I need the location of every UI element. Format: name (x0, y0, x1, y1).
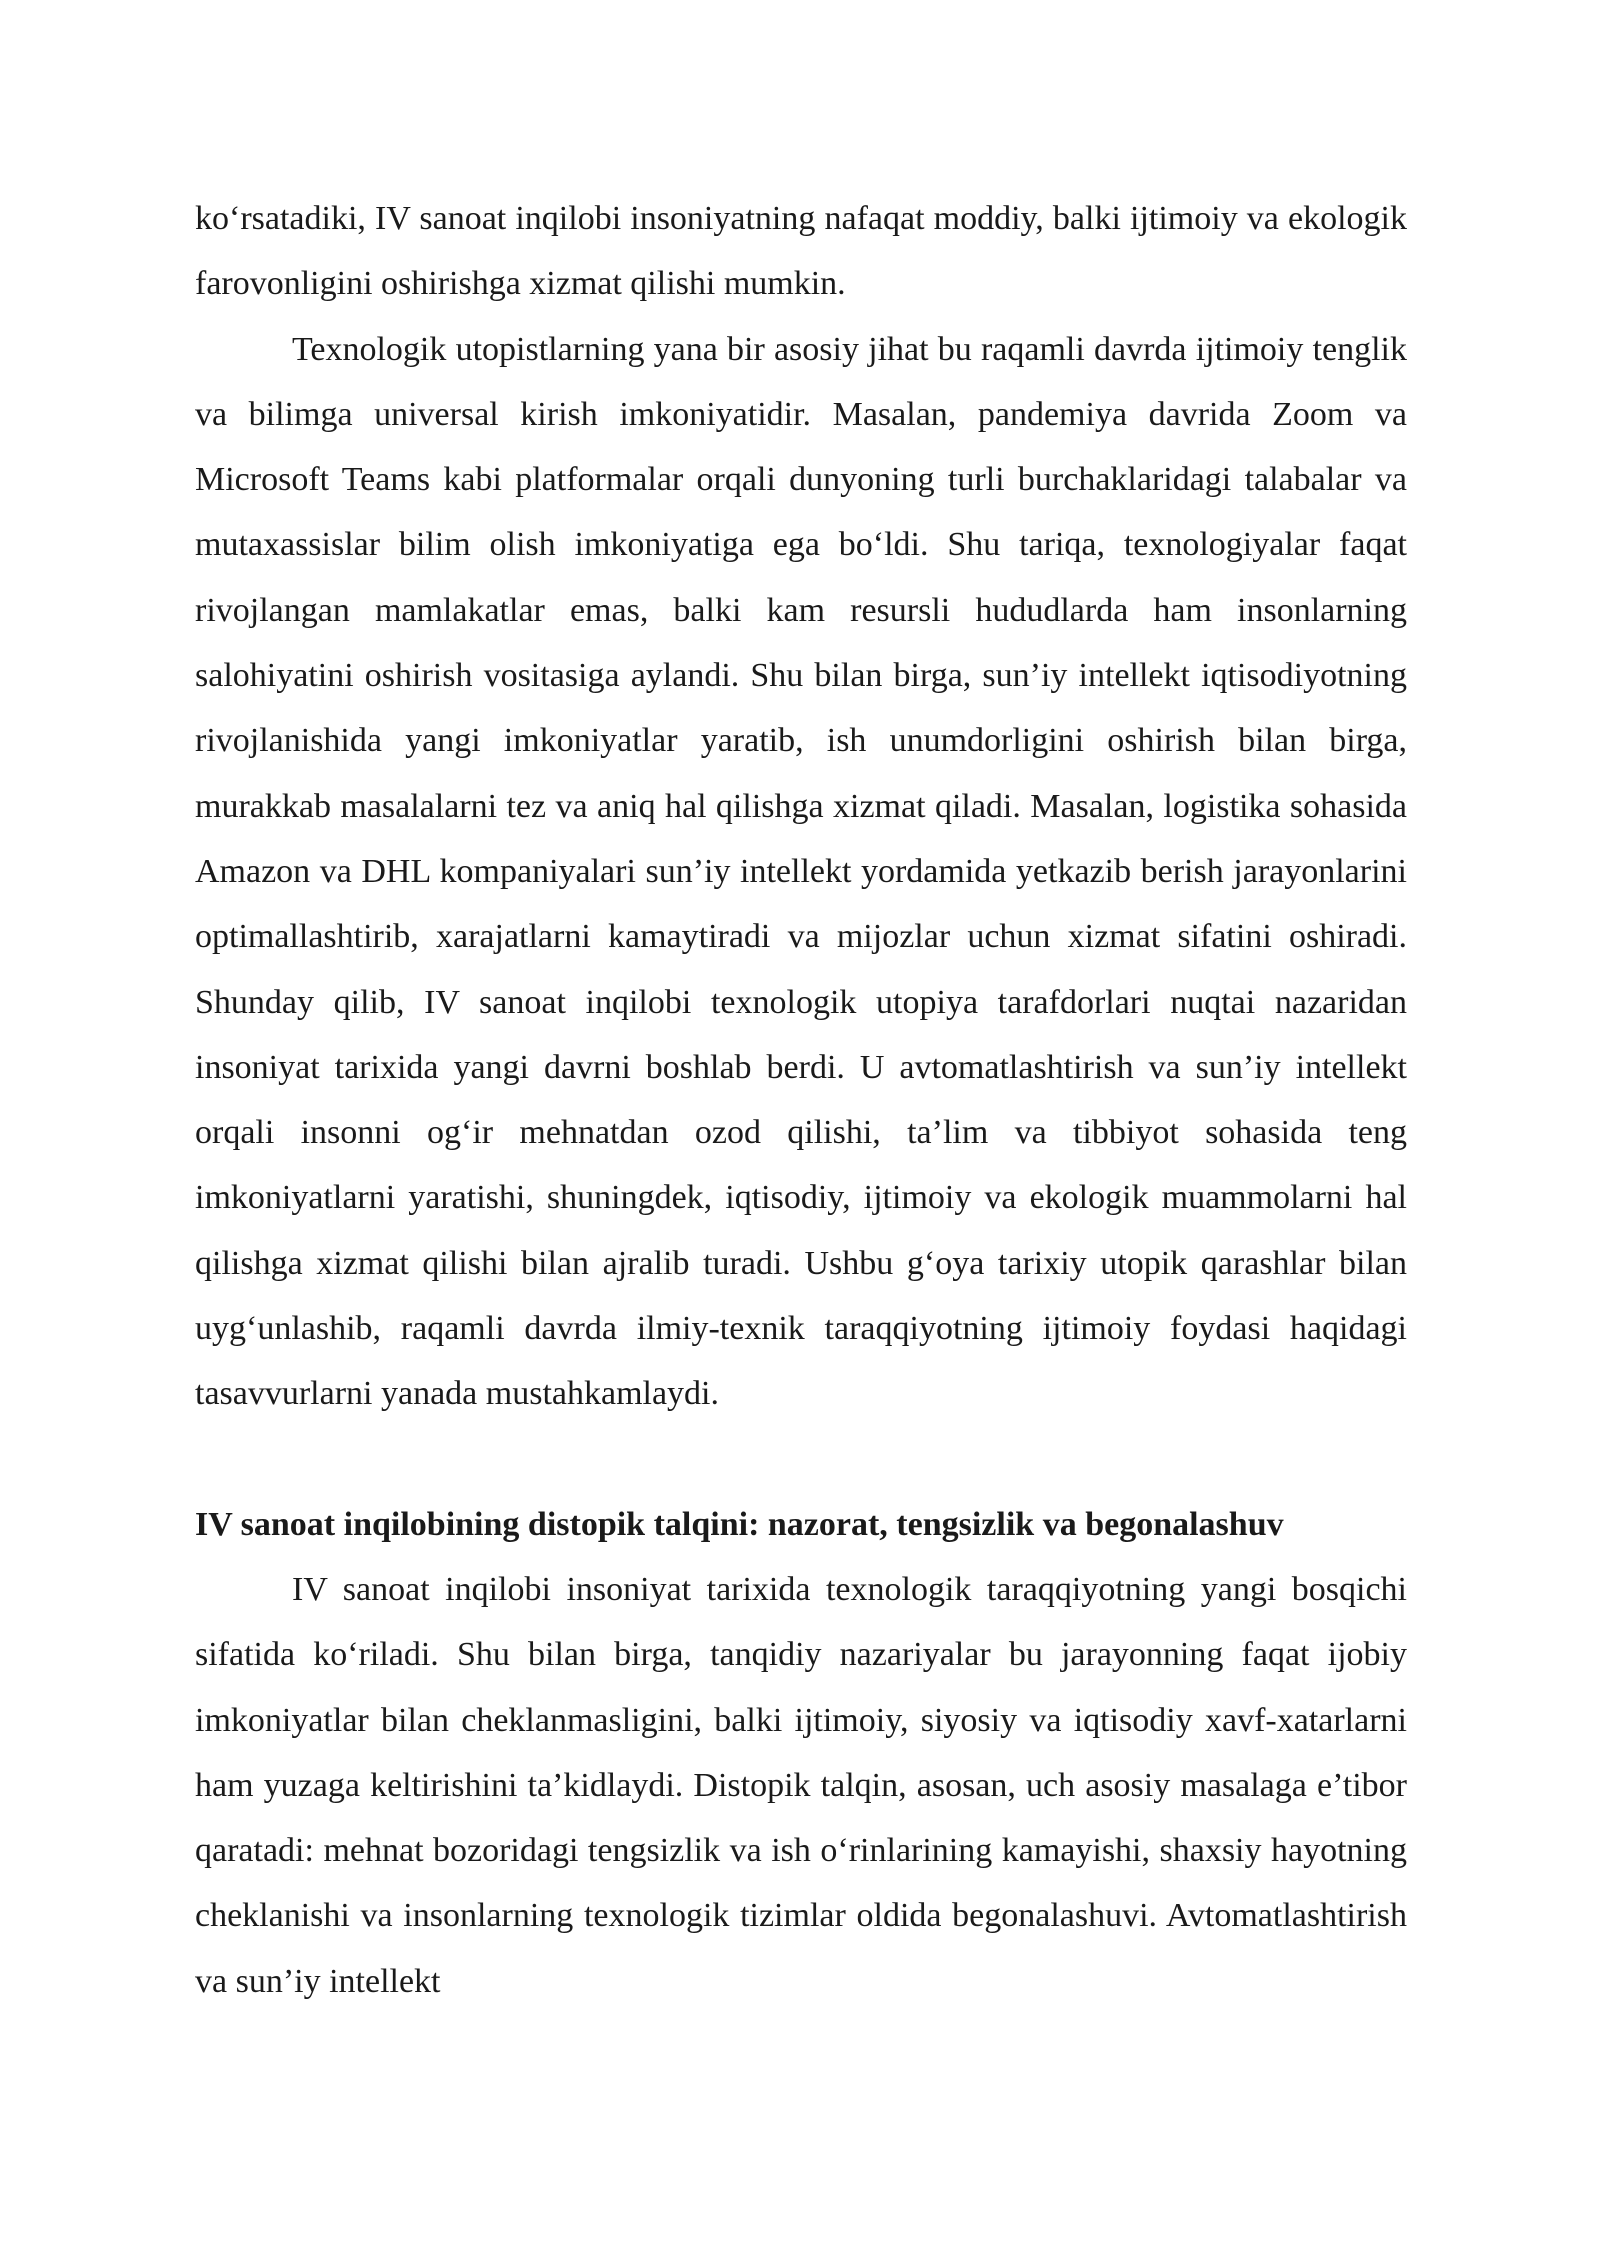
paragraph-continuation: ko‘rsatadiki, IV sanoat inqilobi insoniyatning nafaqat moddiy, balki ijtimoiy va ekologik farovonligini oshirishga xizmat qilishi mumkin. (195, 200, 1407, 303)
document-body (195, 186, 1407, 2014)
section-heading: IV sanoat inqilobining distopik talqini: nazorat, tengsizlik va begonalashuv (195, 1505, 1284, 1543)
paragraph-techno-utopia: Texnologik utopistlarning yana bir asosiy jihat bu raqamli davrda ijtimoiy tenglik va bilimga universal kirish imkoniyatidir. Masalan, pandemiya davrida Zoom va Microsoft Teams kabi platformalar orqali dunyoning turli burchaklaridagi talabalar va mutaxassislar bilim olish imkoniyatiga ega bo‘ldi. Shu tariqa, texnologiyalar faqat rivojlangan mamlakatlar emas, balki kam resursli hududlarda ham insonlarning salohiyatini oshirish vositasiga aylandi. Shu bilan birga, sun’iy intellekt iqtisodiyotning rivojlanishida yangi imkoniyatlar yaratib, ish unumdorligini oshirish bilan birga, murakkab masalalarni tez va aniq hal qilishga xizmat qiladi. Masalan, logistika sohasida Amazon va DHL kompaniyalari sun’iy intellekt yordamida yetkazib berish jarayonlarini optimallashtirib, xarajatlarni kamaytiradi va mijozlar uchun xizmat sifatini oshiradi. Shunday qilib, IV sanoat inqilobi texnologik utopiya tarafdorlari nuqtai nazaridan insoniyat tarixida yangi davrni boshlab berdi. U avtomatlashtirish va sun’iy intellekt orqali insonni og‘ir mehnatdan ozod qilishi, ta’lim va tibbiyot sohasida teng imkoniyatlarni yaratishi, shuningdek, iqtisodiy, ijtimoiy va ekologik muammolarni hal qilishga xizmat qilishi bilan ajralib turadi. Ushbu g‘oya tarixiy utopik qarashlar bilan uyg‘unlashib, raqamli davrda ilmiy-texnik taraqqiyotning ijtimoiy foydasi haqidagi tasavvurlarni yanada mustahkamlaydi. (195, 330, 1407, 1413)
section-spacer (195, 1427, 1407, 1492)
paragraph-dystopian-intro: IV sanoat inqilobi insoniyat tarixida texnologik taraqqiyotning yangi bosqichi sifatida ko‘riladi. Shu bilan birga, tanqidiy nazariyalar bu jarayonning faqat ijobiy imkoniyatlar bilan cheklanmasligini, balki ijtimoiy, siyosiy va iqtisodiy xavf-xatarlarni ham yuzaga keltirishini ta’kidlaydi. Distopik talqin, asosan, uch asosiy masalaga e’tibor qaratadi: mehnat bozoridagi tengsizlik va ish o‘rinlarining kamayishi, shaxsiy hayotning cheklanishi va insonlarning texnologik tizimlar oldida begonalashuvi. Avtomatlashtirish va sun’iy intellekt (195, 1570, 1407, 2000)
